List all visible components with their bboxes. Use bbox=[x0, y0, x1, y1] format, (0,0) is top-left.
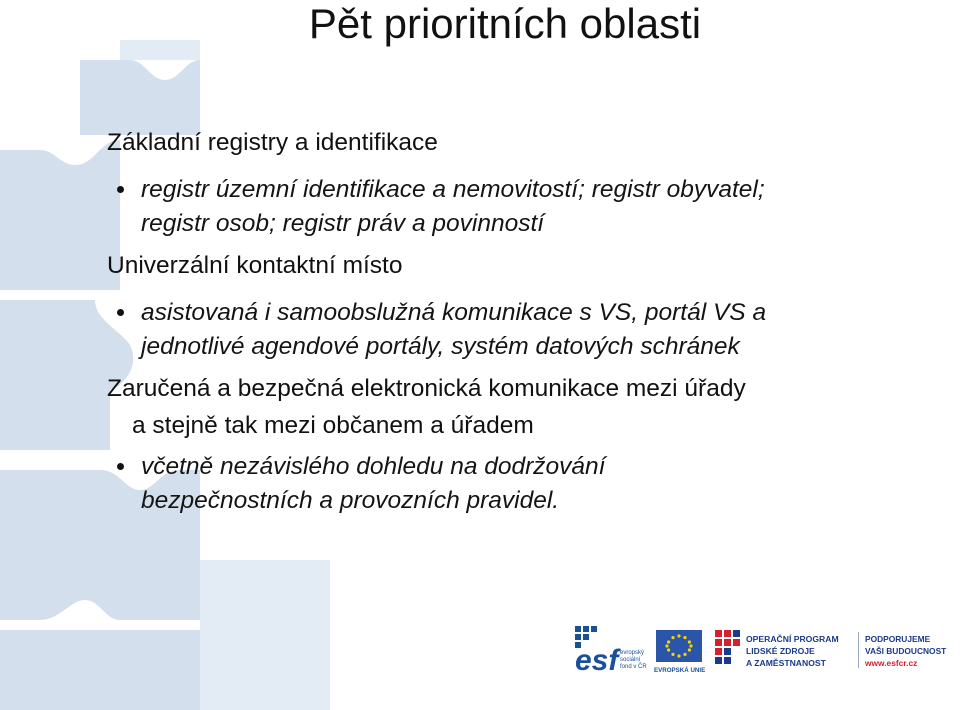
section-heading: Zaručená a bezpečná elektronická komunikace mezi úřady bbox=[107, 375, 746, 402]
bullet-item bbox=[107, 296, 957, 364]
support-line: PODPORUJEME bbox=[865, 634, 931, 644]
bullet-dot-icon bbox=[117, 186, 124, 193]
section-heading: Univerzální kontaktní místo bbox=[107, 252, 403, 279]
section bbox=[107, 249, 957, 364]
bullet-dot-icon bbox=[117, 463, 124, 470]
esf-logo bbox=[575, 626, 647, 677]
slide-title bbox=[0, 0, 960, 48]
support-logo bbox=[858, 632, 947, 668]
support-line: VAŠI BUDOUCNOST bbox=[865, 646, 947, 656]
bullet-line: registr osob; registr práv a povinností bbox=[141, 210, 545, 237]
slide-body bbox=[107, 126, 957, 520]
bullet-line: včetně nezávislého dohledu na dodržování bbox=[141, 453, 606, 480]
bullet-item bbox=[107, 450, 957, 518]
eu-flag-logo bbox=[654, 630, 705, 674]
section-heading-continued: a stejně tak mezi občanem a úřadem bbox=[132, 412, 534, 439]
bullet-line: asistovaná i samoobslužná komunikace s VS, portál VS a bbox=[141, 299, 767, 326]
op-line: A ZAMĚSTNANOST bbox=[746, 658, 826, 668]
esf-small-text: fond v ČR bbox=[620, 664, 647, 670]
bullet-line: bezpečnostních a provozních pravidel. bbox=[141, 487, 560, 514]
bullet-line: registr územní identifikace a nemovitostí; registr obyvatel; bbox=[141, 176, 765, 203]
bullet-dot-icon bbox=[117, 309, 124, 316]
op-line: LIDSKÉ ZDROJE bbox=[746, 646, 815, 656]
slide-title-text: Pět prioritních oblasti bbox=[308, 0, 702, 47]
esf-small-text: evropský bbox=[620, 650, 645, 656]
eu-label: EVROPSKÁ UNIE bbox=[654, 667, 706, 674]
esf-small-text: sociální bbox=[620, 657, 641, 663]
bullet-line: jednotlivé agendové portály, systém datových schránek bbox=[141, 333, 740, 360]
bullet-item bbox=[107, 173, 957, 241]
section-heading: Základní registry a identifikace bbox=[107, 129, 438, 156]
op-lzz-logo bbox=[715, 630, 839, 668]
op-line: OPERAČNÍ PROGRAM bbox=[746, 634, 839, 644]
esf-logo-text: esf bbox=[575, 644, 619, 677]
support-url: www.esfcr.cz bbox=[865, 658, 918, 668]
section bbox=[107, 372, 957, 518]
funding-logos bbox=[570, 620, 960, 680]
section bbox=[107, 126, 957, 241]
